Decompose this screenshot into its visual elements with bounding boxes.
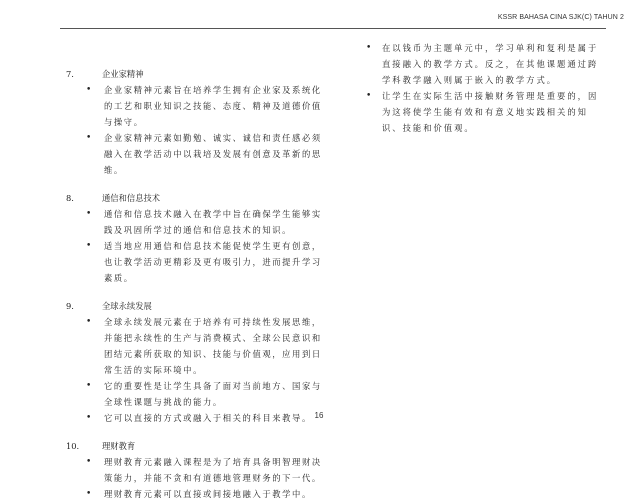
bullet-icon: • <box>86 381 92 391</box>
list-item <box>66 130 326 178</box>
left-column <box>66 40 326 502</box>
list-item <box>66 454 326 486</box>
section <box>66 298 326 426</box>
section-number: 8. <box>66 193 74 203</box>
list-item <box>66 486 326 502</box>
section <box>66 438 326 502</box>
page-number: 16 <box>314 411 324 420</box>
bullet-icon: • <box>86 489 92 499</box>
bullet-text: 理财教育元素融入课程是为了培育具备明智理财决策能力，并能不贪和有道德地管理财务的下一代。 <box>104 457 322 483</box>
bullet-text: 理财教育元素可以直接或间接地融入于教学中。 <box>104 489 312 499</box>
bullet-list <box>66 206 326 286</box>
bullet-text: 适当地应用通信和信息技术能促使学生更有创意，也让教学活动更精彩及更有吸引力，进而提升学习素质。 <box>104 241 322 283</box>
list-item <box>366 40 606 88</box>
bullet-icon: • <box>86 317 92 327</box>
bullet-icon: • <box>366 91 372 101</box>
bullet-text: 企业家精神元素如勤勉、诚实、诚信和责任感必须融入在教学活动中以栽培及发展有创意及革新的思维。 <box>104 133 322 175</box>
list-item <box>66 378 326 410</box>
section-title: 理财教育 <box>102 441 136 451</box>
section-number: 7. <box>66 69 74 79</box>
section-heading <box>66 298 326 314</box>
bullet-icon: • <box>86 85 92 95</box>
section-title: 企业家精神 <box>102 69 144 79</box>
section-heading <box>66 66 326 82</box>
section-title: 全球永续发展 <box>102 301 152 311</box>
list-item <box>66 82 326 130</box>
right-column <box>366 40 606 136</box>
bullet-icon: • <box>86 209 92 219</box>
bullet-list <box>66 314 326 426</box>
section <box>66 190 326 286</box>
list-item <box>66 206 326 238</box>
document-header-title: KSSR BAHASA CINA SJK(C) TAHUN 2 <box>497 14 624 21</box>
bullet-icon: • <box>86 133 92 143</box>
section-number: 10. <box>66 441 80 451</box>
bullet-icon: • <box>86 413 92 423</box>
list-item <box>66 314 326 378</box>
bullet-icon: • <box>366 43 372 53</box>
list-item <box>366 88 606 136</box>
bullet-text: 它可以直接的方式或融入于相关的科目来教导。 <box>104 413 312 423</box>
bullet-text: 全球永续发展元素在于培养有可持续性发展思维，并能把永续性的生产与消费模式、全球公民意识和团结元素所获取的知识、技能与价值观，应用到日常生活的实际环境中。 <box>104 317 322 375</box>
bullet-text: 企业家精神元素旨在培养学生拥有企业家及系统化的工艺和职业知识之技能、态度、精神及道德价值与操守。 <box>104 85 322 127</box>
bullet-list <box>66 82 326 178</box>
list-item <box>66 238 326 286</box>
bullet-text: 通信和信息技术融入在教学中旨在确保学生能够实践及巩固所学过的通信和信息技术的知识。 <box>104 209 322 235</box>
bullet-icon: • <box>86 457 92 467</box>
section <box>66 66 326 178</box>
header-divider <box>60 28 606 29</box>
bullet-text: 它的重要性是让学生具备了面对当前地方、国家与全球性课题与挑战的能力。 <box>104 381 322 407</box>
bullet-text: 让学生在实际生活中接触财务管理是重要的，因为这将使学生能有效和有意义地实践相关的知识、技能和价值观。 <box>382 91 599 133</box>
bullet-list <box>66 454 326 502</box>
bullet-icon: • <box>86 241 92 251</box>
bullet-text: 在以钱币为主题单元中，学习单利和复利是属于直接融入的教学方式。反之，在其他课题通过跨学科教学融入则属于嵌入的教学方式。 <box>382 43 599 85</box>
bullet-list <box>366 40 606 136</box>
section-title: 通信和信息技术 <box>102 193 161 203</box>
section-number: 9. <box>66 301 74 311</box>
section-heading <box>66 190 326 206</box>
